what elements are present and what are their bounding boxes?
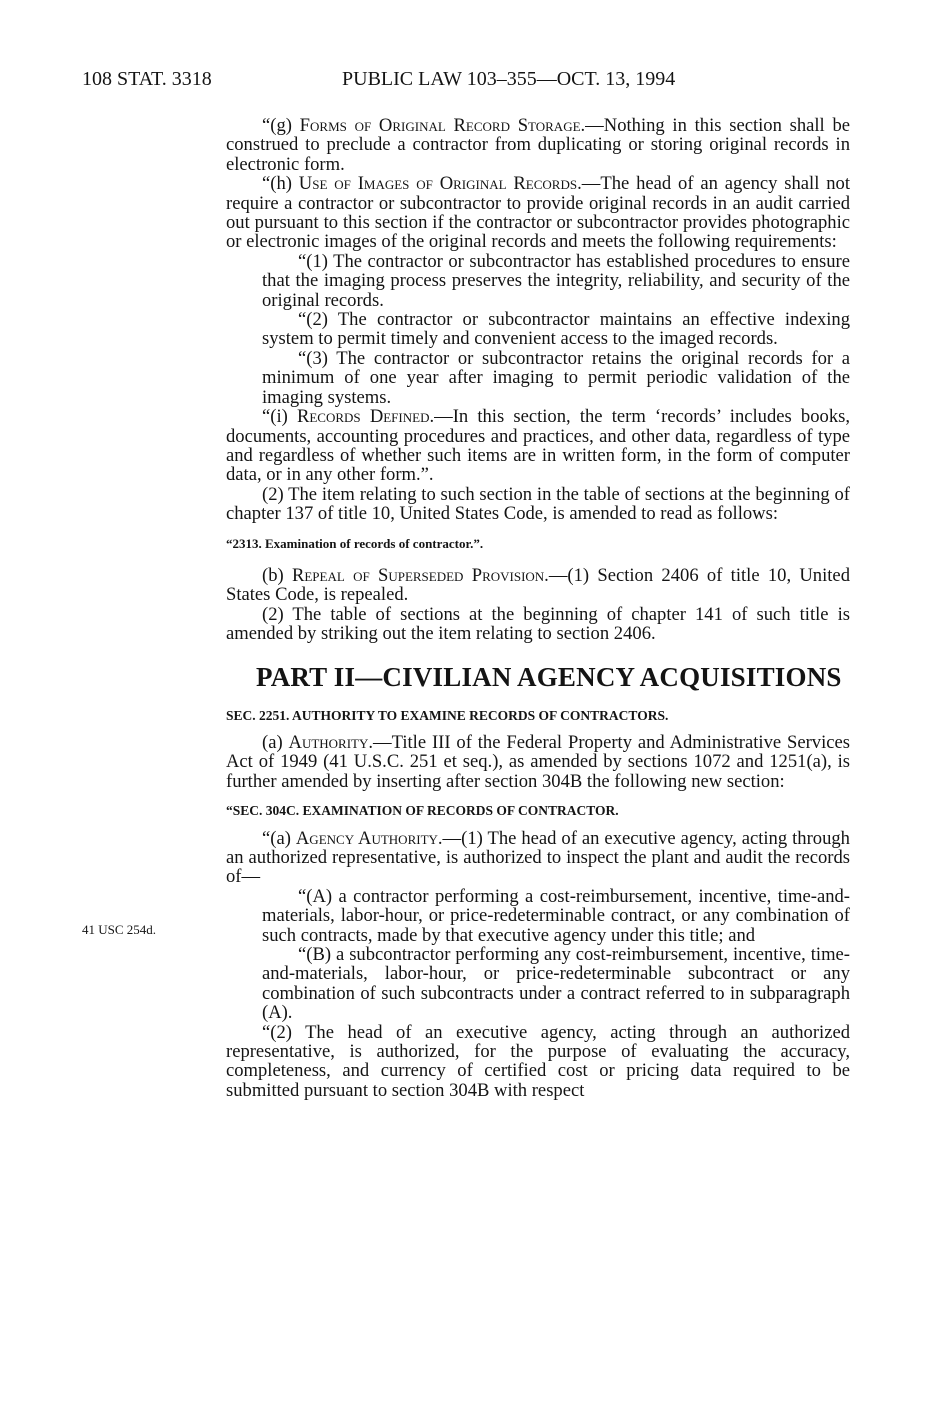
margin-citation: 41 USC 254d. <box>82 922 157 937</box>
paragraph-2-table-amendment: (2) The item relating to such section in the table of sections at the beginning of chapter 137 of title 10, United States Code, is amended to read as follows: <box>226 483 850 525</box>
subsection-b-heading: Repeal of Superseded Provision. <box>291 564 549 586</box>
subsection-b-paragraph-2: (2) The table of sections at the beginning of chapter 141 of such title is amended by striking out the item relating to section 2406. <box>226 603 850 645</box>
subsection-i-heading: Records Defined. <box>296 406 435 428</box>
subsection-h-heading: Use of Images of Original Records. <box>298 173 582 195</box>
section-304c-heading: “SEC. 304C. EXAMINATION OF RECORDS OF CONTRACTOR. <box>226 803 619 819</box>
subsection-a-heading: Authority. <box>288 731 374 753</box>
agency-authority-heading: Agency Authority. <box>295 827 443 849</box>
subsection-a-authority: (a) Authority.—Title III of the Federal Property and Administrative Services Act of 1949 (41 U.S.C. 251 et seq.), as amended by sections 1072 and 1251(a), is further amended by inserting after section 304B the following new section: <box>226 731 850 792</box>
requirement-2: “(2) The contractor or subcontractor maintains an effective indexing system to permit timely and convenient access to the imaged records. <box>262 309 850 350</box>
requirement-3: “(3) The contractor or subcontractor retains the original records for a minimum of one year after imaging to permit periodic validation of the imaging systems. <box>262 347 850 408</box>
statute-page-number: 108 STAT. 3318 <box>82 68 212 90</box>
subparagraph-B: “(B) a subcontractor performing any cost-reimbursement, incentive, time-and-materials, labor-hour, or price-redeterminable subcontract or any combination of such subcontracts under a contract referred to in subparagraph (A). <box>262 944 850 1024</box>
subsection-g: “(g) Forms of Original Record Storage.—Nothing in this section shall be construed to preclude a contractor from duplicating or storing original records in electronic form. <box>226 115 850 175</box>
subsection-i: “(i) Records Defined.—In this section, the term ‘records’ includes books, documents, accounting procedures and practices, and other data, regardless of type and regardless of whether such items are in written form, in the form of computer data, or in any other form.”. <box>226 406 850 486</box>
subsection-h: “(h) Use of Images of Original Records.—The head of an agency shall not require a contractor or subcontractor to provide original records in an audit carried out pursuant to this section if the contractor or subcontractor provides photographic or electronic images of the original records and meets the following requirements: <box>226 173 850 253</box>
section-2251-heading: SEC. 2251. AUTHORITY TO EXAMINE RECORDS OF CONTRACTORS. <box>226 707 669 723</box>
agency-authority-paragraph-2: “(2) The head of an executive agency, acting through an authorized representative, is authorized, for the purpose of evaluating the accuracy, completeness, and currency of certified cost or pricing data required to be submitted pursuant to section 304B with respect <box>226 1021 850 1101</box>
subsection-agency-authority: “(a) Agency Authority.—(1) The head of an executive agency, acting through an authorized representative, is authorized to inspect the plant and audit the records of— <box>226 827 850 888</box>
subsection-g-heading: Forms of Original Record Storage. <box>299 115 586 136</box>
agency-authority-subparagraphs <box>226 887 850 1023</box>
page-header <box>82 68 852 96</box>
table-of-sections-item: “2313. Examination of records of contractor.”. <box>226 535 484 551</box>
public-law-title: PUBLIC LAW 103–355—OCT. 13, 1994 <box>342 68 676 90</box>
subsection-h-requirements <box>226 252 850 407</box>
requirement-1: “(1) The contractor or subcontractor has established procedures to ensure that the imaging process preserves the integrity, reliability, and security of the original records. <box>262 250 850 311</box>
document-body <box>226 116 850 1100</box>
part-title: PART II—CIVILIAN AGENCY ACQUISITIONS <box>256 661 842 692</box>
subparagraph-A: “(A) a contractor performing a cost-reimbursement, incentive, time-and-materials, labor-hour, or price-redeterminable contract, or any combination of such contracts, made by that executive agency under this title; and <box>262 885 850 946</box>
subsection-b: (b) Repeal of Superseded Provision.—(1) Section 2406 of title 10, United States Code, is repealed. <box>226 564 850 606</box>
